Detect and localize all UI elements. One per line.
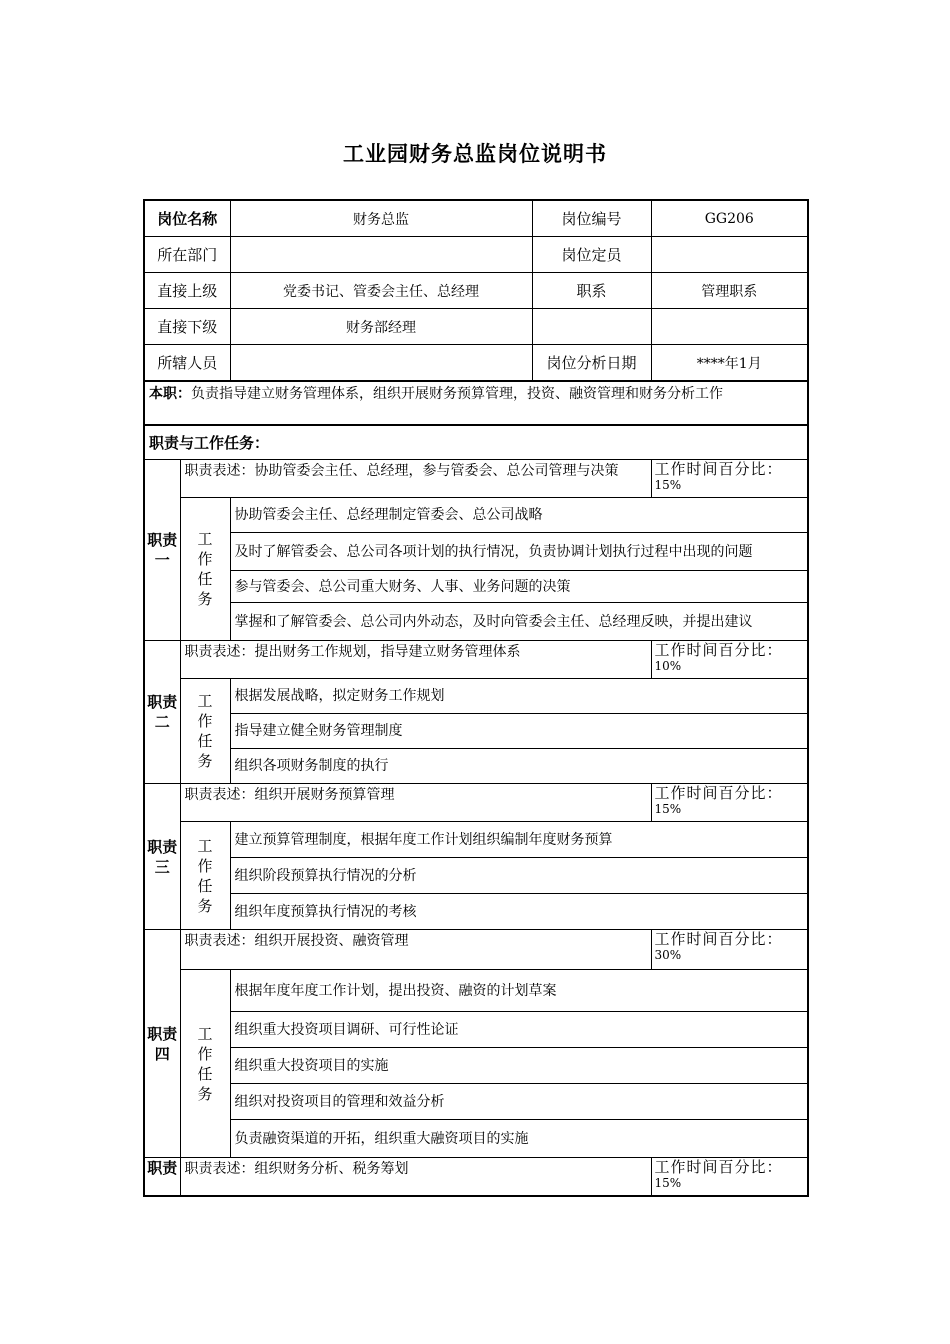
time-percent-label: 工作时间百分比：	[654, 460, 783, 478]
duty-description: 职责表述：组织开展投资、融资管理	[180, 930, 651, 970]
time-percent-value: 10%	[654, 659, 682, 673]
page-title: 工业园财务总监岗位说明书	[343, 142, 607, 166]
duty-task: 组织重大投资项目的实施	[230, 1048, 808, 1084]
work-task-label: 工作任务	[180, 679, 230, 784]
duty-label: 职责一	[144, 460, 180, 641]
staffing-label: 岗位定员	[532, 237, 651, 273]
empty-cell	[532, 309, 651, 345]
duty-task: 及时了解管委会、总公司各项计划的执行情况，负责协调计划执行过程中出现的问题	[230, 533, 808, 571]
duty-description: 职责表述：组织财务分析、税务筹划	[180, 1158, 651, 1196]
duty-label: 职责	[144, 1158, 180, 1196]
work-task-label: 工作任务	[180, 970, 230, 1158]
superior-label: 直接上级	[144, 273, 230, 309]
duty-task: 参与管委会、总公司重大财务、人事、业务问题的决策	[230, 571, 808, 603]
post-name-label: 岗位名称	[144, 200, 230, 237]
duty-task: 根据年度年度工作计划，提出投资、融资的计划草案	[230, 970, 808, 1012]
duty-description: 职责表述：组织开展财务预算管理	[180, 784, 651, 822]
time-percent-value: 15%	[654, 1176, 682, 1190]
duty-time-percent	[651, 930, 808, 970]
time-percent-value: 30%	[654, 948, 682, 962]
duty-task: 掌握和了解管委会、总公司内外动态，及时向管委会主任、总经理反映，并提出建议	[230, 603, 808, 641]
subordinate-label: 直接下级	[144, 309, 230, 345]
duty-task: 根据发展战略，拟定财务工作规划	[230, 679, 808, 714]
job-description-table	[143, 199, 809, 1197]
duty-task: 指导建立健全财务管理制度	[230, 714, 808, 749]
duty-time-percent	[651, 641, 808, 679]
duty-label: 职责二	[144, 641, 180, 784]
work-task-label: 工作任务	[180, 498, 230, 641]
duty-task: 负责融资渠道的开拓，组织重大融资项目的实施	[230, 1120, 808, 1158]
dept-value	[230, 237, 532, 273]
staff-label: 所辖人员	[144, 345, 230, 382]
duty-task: 组织对投资项目的管理和效益分析	[230, 1084, 808, 1120]
duty-task: 组织年度预算执行情况的考核	[230, 894, 808, 930]
series-value: 管理职系	[651, 273, 808, 309]
post-code-label: 岗位编号	[532, 200, 651, 237]
analysis-date-value: ****年1月	[651, 345, 808, 382]
duty-task: 组织各项财务制度的执行	[230, 749, 808, 784]
duty-description: 职责表述：协助管委会主任、总经理，参与管委会、总公司管理与决策	[180, 460, 651, 498]
time-percent-label: 工作时间百分比：	[654, 784, 783, 802]
subordinate-value: 财务部经理	[230, 309, 532, 345]
staff-value	[230, 345, 532, 382]
time-percent-label: 工作时间百分比：	[654, 641, 783, 659]
post-name-value: 财务总监	[230, 200, 532, 237]
empty-cell	[651, 309, 808, 345]
duty-task: 组织阶段预算执行情况的分析	[230, 858, 808, 894]
series-label: 职系	[532, 273, 651, 309]
time-percent-label: 工作时间百分比：	[654, 1158, 783, 1176]
duty-task: 建立预算管理制度，根据年度工作计划组织编制年度财务预算	[230, 822, 808, 858]
duty-time-percent	[651, 1158, 808, 1196]
duty-time-percent	[651, 784, 808, 822]
benzhi-row	[144, 381, 808, 425]
dept-label: 所在部门	[144, 237, 230, 273]
section-title: 职责与工作任务：	[144, 425, 808, 460]
staffing-value	[651, 237, 808, 273]
duty-label: 职责三	[144, 784, 180, 930]
duty-time-percent	[651, 460, 808, 498]
duty-label: 职责四	[144, 930, 180, 1158]
superior-value: 党委书记、管委会主任、总经理	[230, 273, 532, 309]
analysis-date-label: 岗位分析日期	[532, 345, 651, 382]
duty-task: 组织重大投资项目调研、可行性论证	[230, 1012, 808, 1048]
duties-body	[144, 460, 808, 1196]
post-code-value: GG206	[651, 200, 808, 237]
benzhi-label: 本职：	[149, 386, 191, 402]
time-percent-value: 15%	[654, 478, 682, 492]
duty-description: 职责表述：提出财务工作规划，指导建立财务管理体系	[180, 641, 651, 679]
work-task-label: 工作任务	[180, 822, 230, 930]
benzhi-text: 负责指导建立财务管理体系，组织开展财务预算管理，投资、融资管理和财务分析工作	[191, 386, 723, 402]
duty-task: 协助管委会主任、总经理制定管委会、总公司战略	[230, 498, 808, 533]
time-percent-value: 15%	[654, 802, 682, 816]
time-percent-label: 工作时间百分比：	[654, 930, 783, 948]
